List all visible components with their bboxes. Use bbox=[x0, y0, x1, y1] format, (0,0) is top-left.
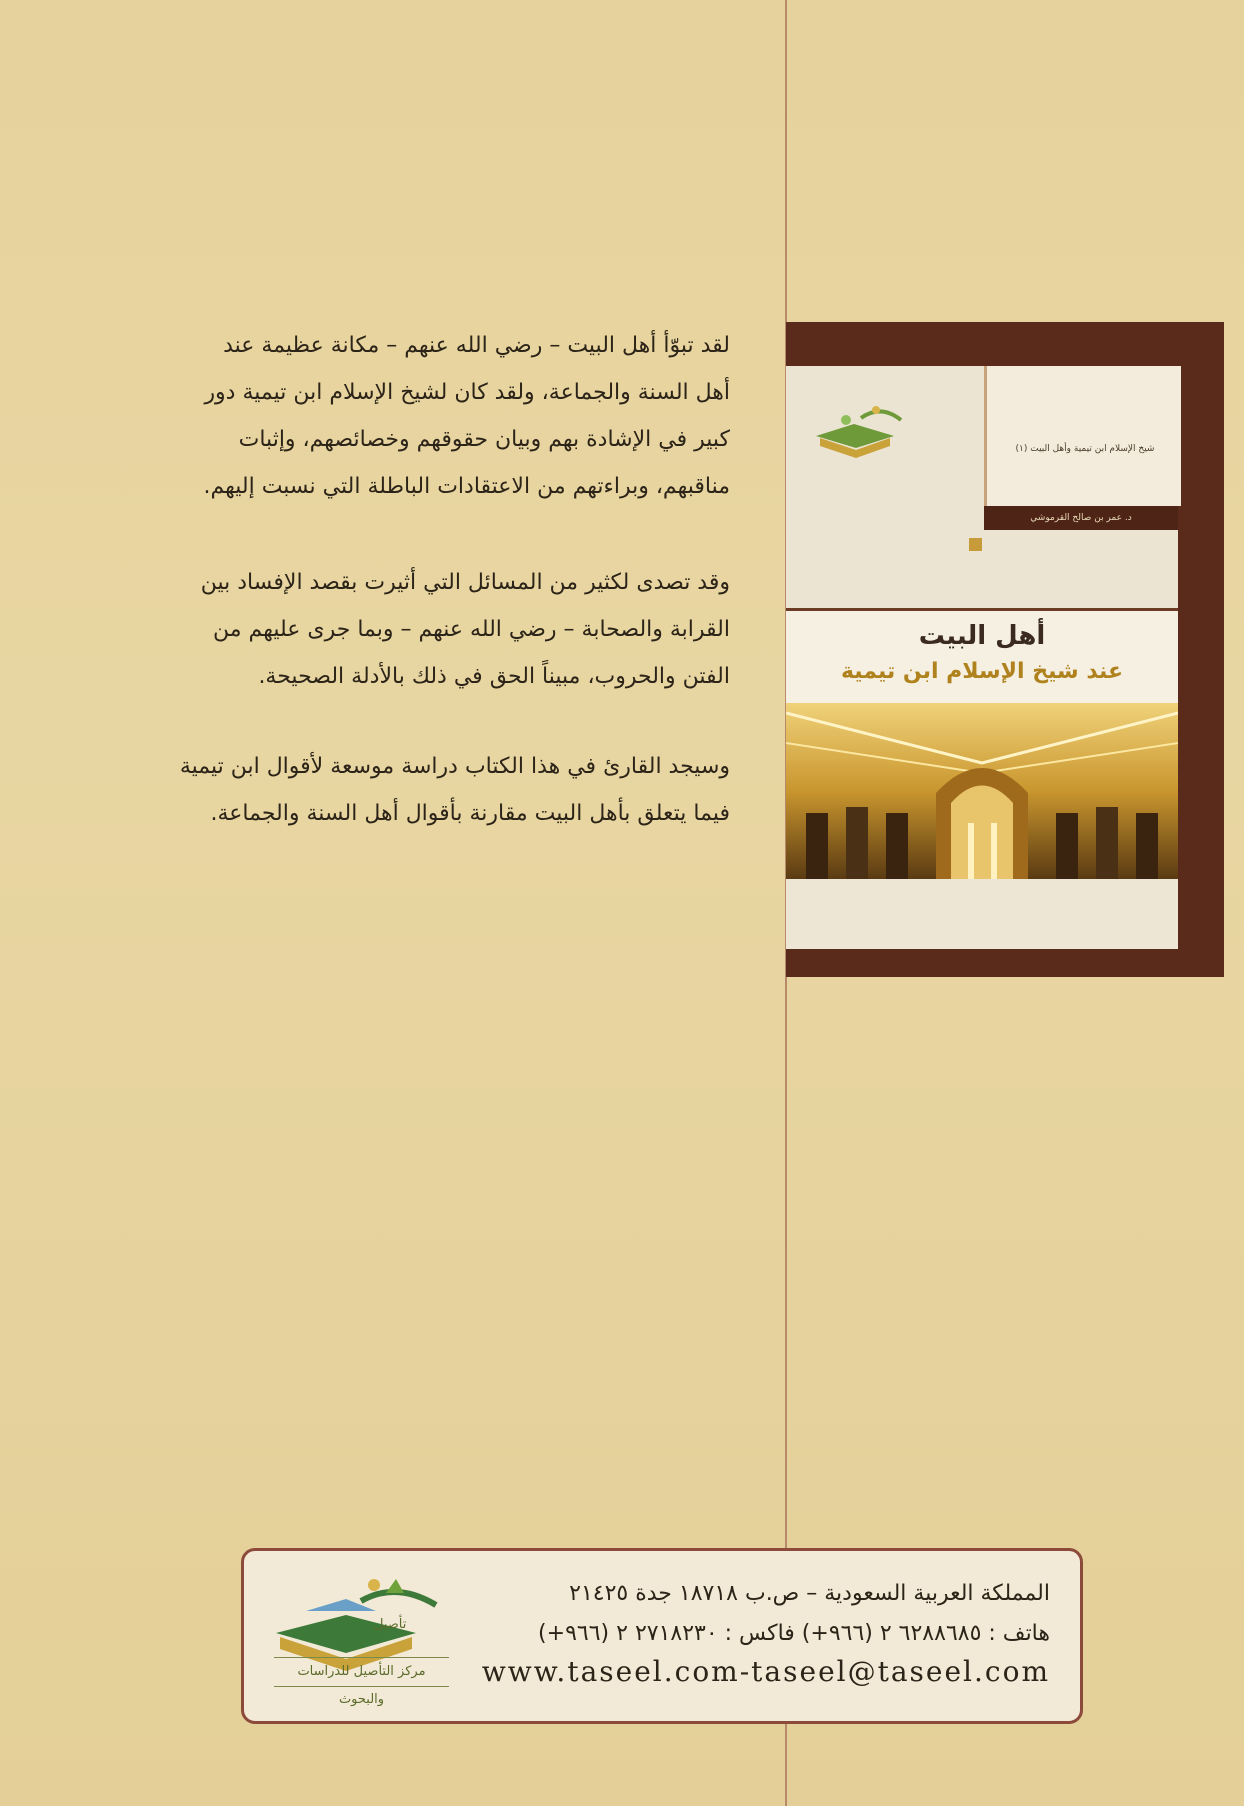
logo-caption: مركز التأصيل للدراسات والبحوث bbox=[274, 1657, 449, 1687]
text-line: لقد تبوّأ أهل البيت – رضي الله عنهم – مكانة عظيمة عند bbox=[223, 333, 730, 358]
cover-bottom-strip bbox=[786, 879, 1178, 949]
gold-square bbox=[969, 538, 982, 551]
cover-series-panel bbox=[984, 366, 1181, 506]
publisher-web: www.taseel.com-taseel@taseel.com bbox=[481, 1655, 1050, 1688]
text-line: فيما يتعلق بأهل البيت مقارنة بأقوال أهل السنة والجماعة. bbox=[210, 801, 730, 826]
publisher-address: المملكة العربية السعودية – ص.ب ١٨٧١٨ جدة ٢١٤٢٥ bbox=[569, 1581, 1050, 1606]
text-line: كبير في الإشادة بهم وبيان حقوقهم وخصائصهم، وإثبات bbox=[238, 427, 730, 452]
paragraph-second bbox=[140, 559, 730, 700]
cover-title: أهل البيت bbox=[918, 621, 1046, 651]
text-line: الفتن والحروب، مبيناً الحق في ذلك بالأدلة الصحيحة. bbox=[258, 664, 730, 689]
text-line: مناقبهم، وبراءتهم من الاعتقادات الباطلة التي نسبت إليهم. bbox=[203, 474, 730, 499]
paragraph-intro bbox=[140, 322, 730, 510]
cover-title-band bbox=[786, 608, 1178, 706]
cover-subtitle: عند شيخ الإسلام ابن تيمية bbox=[840, 659, 1124, 684]
publisher-phones: هاتف : ٦٢٨٨٦٨٥ ٢ (٩٦٦+) فاكس : ٢٧١٨٢٣٠ ٢ (٩٦٦+) bbox=[538, 1621, 1050, 1646]
text-line: وقد تصدى لكثير من المسائل التي أثيرت بقصد الإفساد بين bbox=[200, 570, 730, 595]
paragraph-third bbox=[140, 743, 730, 837]
publisher-contact-box bbox=[241, 1548, 1083, 1724]
cover-author: د. عمر بن صالح القرموشي bbox=[984, 506, 1178, 530]
series-title: شيخ الإسلام ابن تيمية وأهل البيت (١) bbox=[1015, 444, 1155, 454]
cover-inner bbox=[786, 366, 1178, 949]
text-line: وسيجد القارئ في هذا الكتاب دراسة موسعة لأقوال ابن تيمية bbox=[179, 754, 730, 779]
book-cover-thumbnail bbox=[786, 322, 1224, 977]
mosque-interior-image bbox=[786, 703, 1178, 879]
text-line: أهل السنة والجماعة، ولقد كان لشيخ الإسلام ابن تيمية دور bbox=[204, 380, 730, 405]
logo-word: تأصيل bbox=[374, 1617, 407, 1632]
text-line: القرابة والصحابة – رضي الله عنهم – وبما جرى عليهم من bbox=[213, 617, 730, 642]
publisher-logo-icon bbox=[806, 396, 916, 466]
